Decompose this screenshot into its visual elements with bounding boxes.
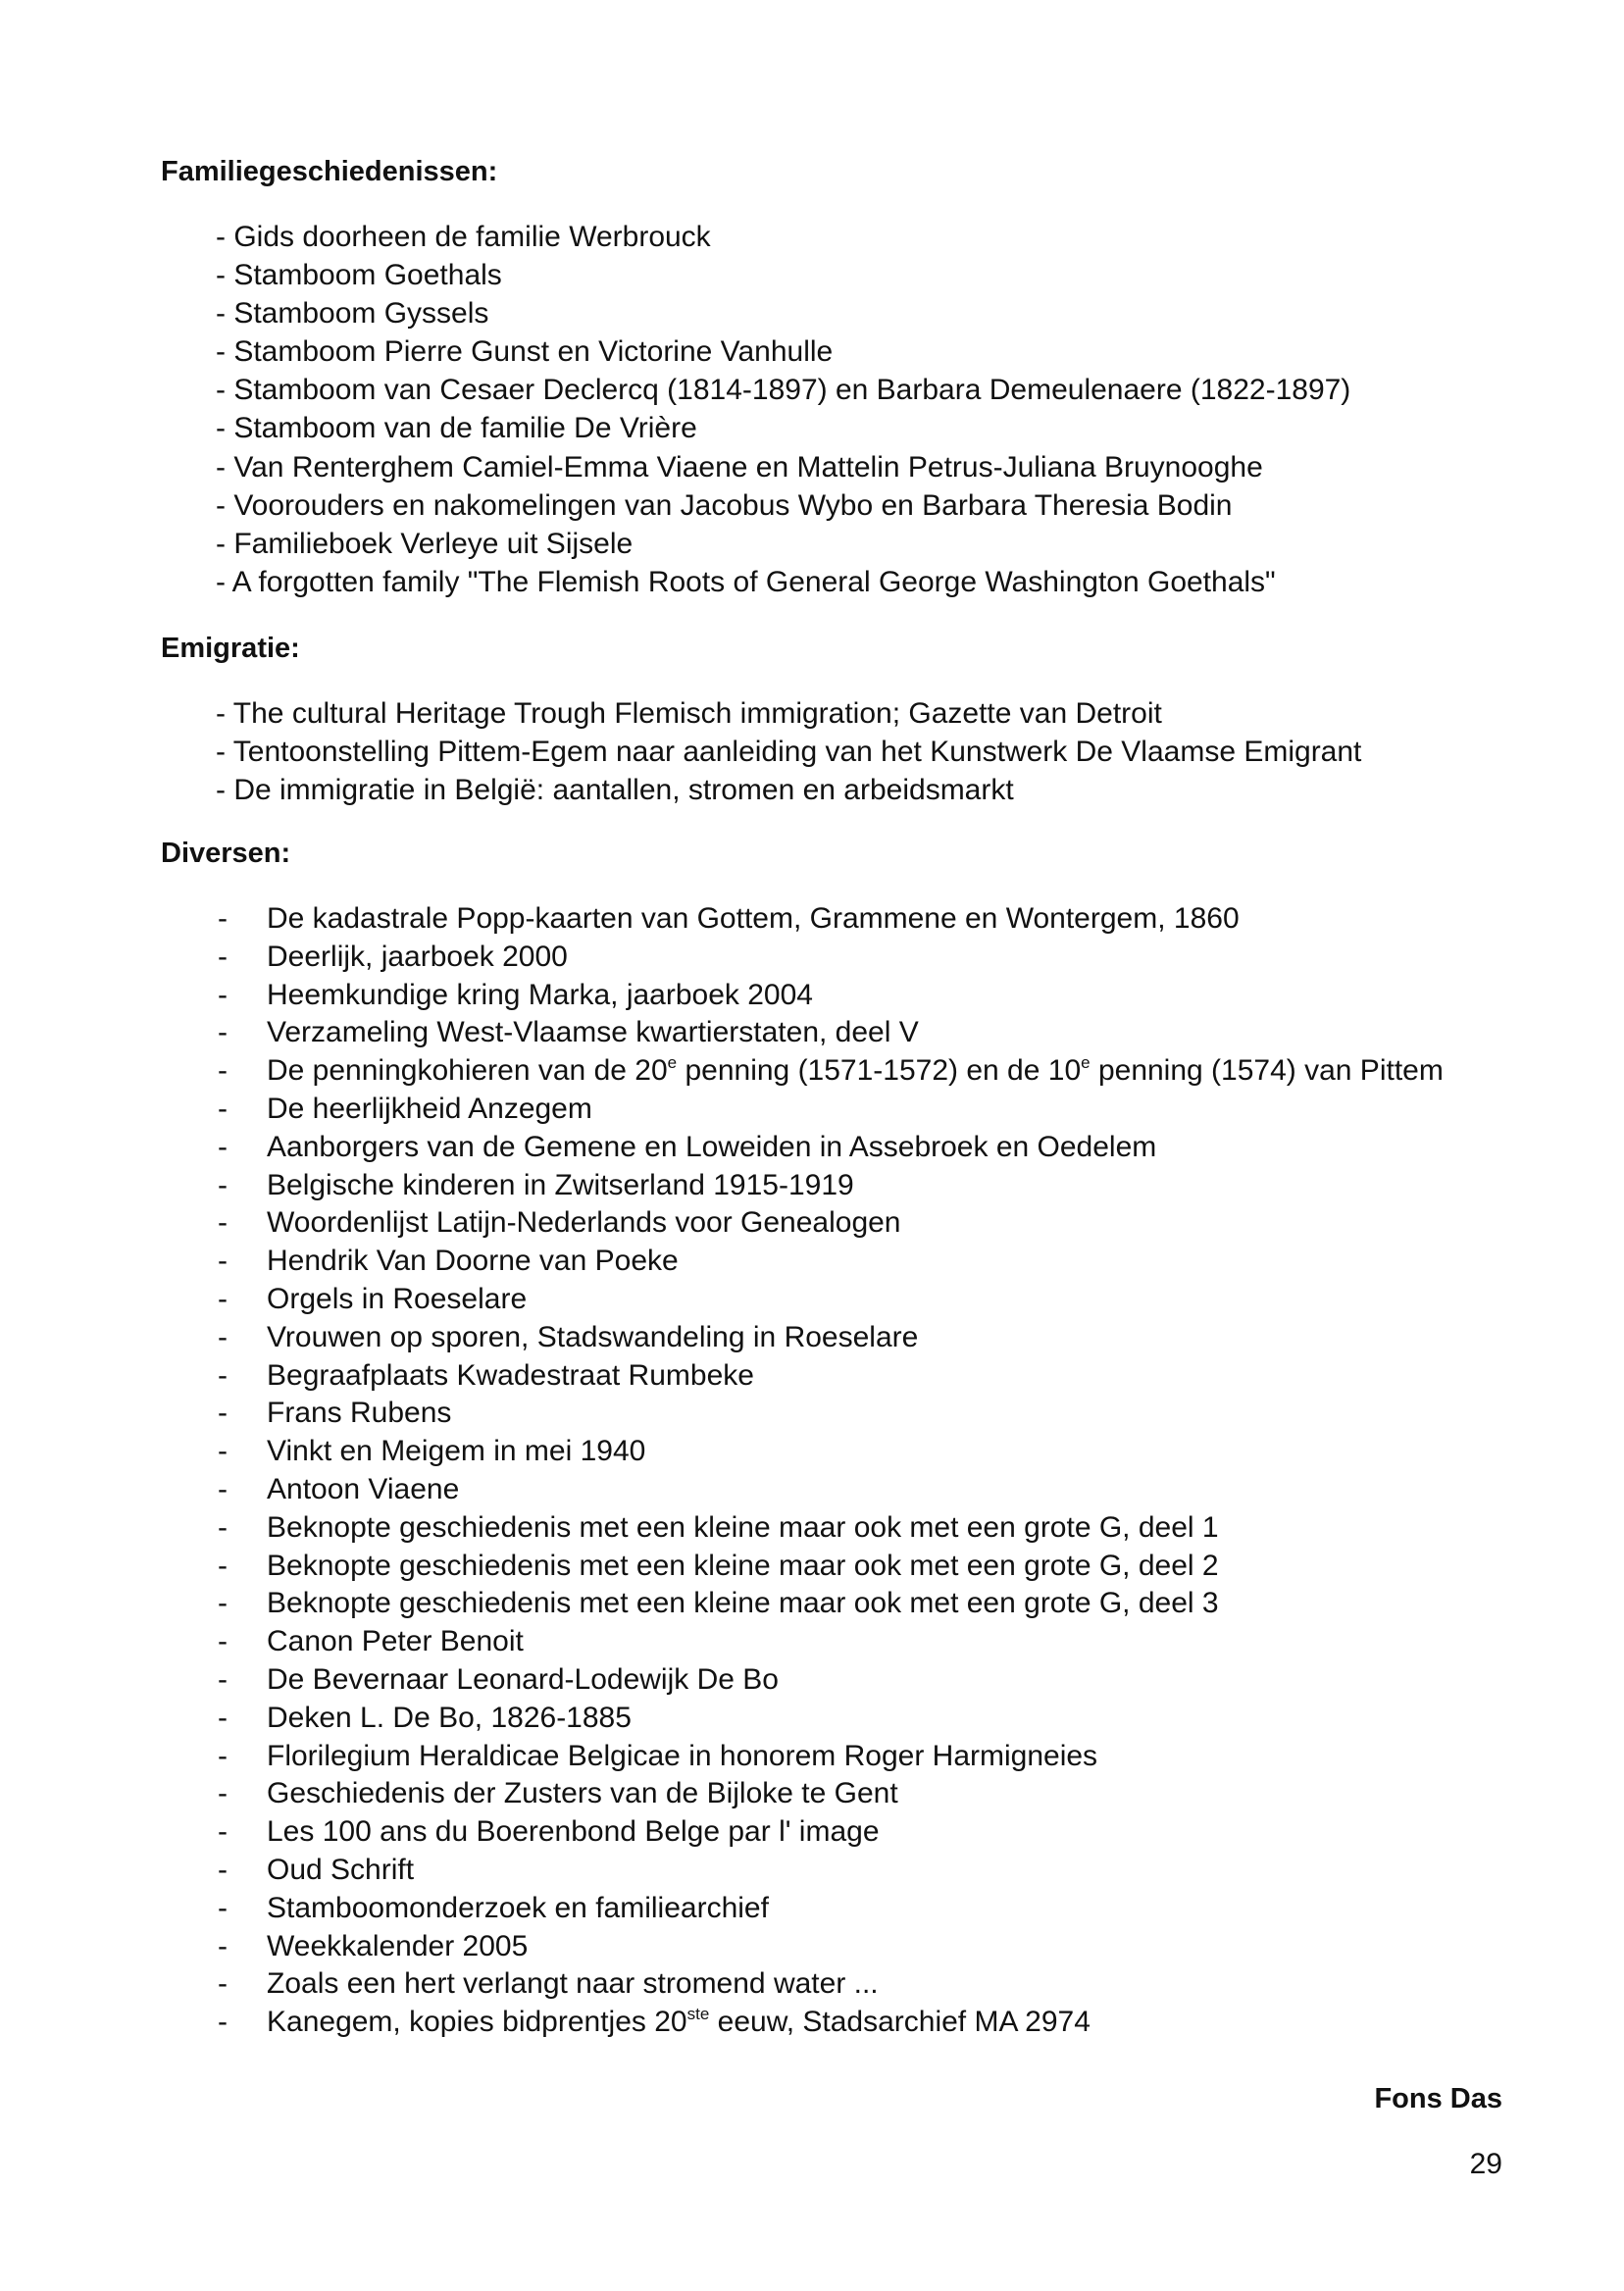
list-dash: - — [218, 1054, 228, 1088]
list-item: - Stamboom Goethals — [216, 259, 502, 292]
list-dash: - — [218, 1320, 228, 1353]
list-item-text: Belgische kinderen in Zwitserland 1915-1919 — [267, 1168, 854, 1201]
list-item-text: Woordenlijst Latijn-Nederlands voor Genealogen — [267, 1206, 901, 1240]
emigratie-list — [216, 694, 1361, 809]
heading-diversen: Diversen: — [161, 838, 291, 869]
list-dash: - — [218, 1016, 228, 1049]
list-dash: - — [218, 1245, 228, 1278]
list-dash: - — [218, 1358, 228, 1392]
list-item-text: De kadastrale Popp-kaarten van Gottem, Grammene en Wontergem, 1860 — [267, 902, 1240, 935]
list-item-text: Canon Peter Benoit — [267, 1625, 524, 1658]
list-item-text: Weekkalender 2005 — [267, 1929, 529, 1962]
list-dash: - — [218, 1777, 228, 1810]
list-dash: - — [218, 1472, 228, 1505]
list-dash: - — [218, 1510, 228, 1544]
list-item — [214, 1052, 1504, 1091]
list-dash: - — [218, 2006, 228, 2039]
list-item: - Stamboom Pierre Gunst en Victorine Vanhulle — [216, 335, 834, 369]
list-item-text: Orgels in Roeselare — [267, 1282, 528, 1315]
list-item-text: Oud Schrift — [267, 1853, 415, 1886]
list-dash: - — [218, 1397, 228, 1430]
list-item-text: Aanborgers van de Gemene en Loweiden in Assebroek en Oedelem — [267, 1130, 1157, 1163]
list-item-text: penning (1571-1572) en de 10 — [677, 1054, 1082, 1088]
list-item — [214, 1623, 1504, 1661]
list-item — [214, 1167, 1504, 1205]
list-item — [214, 2004, 1504, 2042]
list-item: - Stamboom Gyssels — [216, 297, 489, 331]
diversen-list — [214, 900, 1504, 2042]
list-item — [214, 977, 1504, 1015]
list-item: - De immigratie in België: aantallen, stromen en arbeidsmarkt — [216, 774, 1014, 807]
list-item: - Van Renterghem Camiel-Emma Viaene en Mattelin Petrus-Juliana Bruynooghe — [216, 450, 1263, 484]
list-item — [214, 1357, 1504, 1396]
list-item-text: Begraafplaats Kwadestraat Rumbeke — [267, 1358, 754, 1392]
list-item — [214, 1965, 1504, 2004]
list-item — [214, 1433, 1504, 1471]
list-item-text: Beknopte geschiedenis met een kleine maar ook met een grote G, deel 2 — [267, 1549, 1219, 1582]
list-item: - A forgotten family "The Flemish Roots of General George Washington Goethals" — [216, 565, 1276, 598]
list-dash: - — [218, 1929, 228, 1962]
list-item — [214, 1775, 1504, 1813]
list-item — [214, 1813, 1504, 1852]
list-item-text: De penningkohieren van de 20 — [267, 1054, 668, 1088]
list-item-text: Antoon Viaene — [267, 1472, 460, 1505]
list-item — [214, 1243, 1504, 1281]
list-item — [214, 939, 1504, 977]
list-item-text: De heerlijkheid Anzegem — [267, 1092, 592, 1125]
list-item — [214, 1509, 1504, 1548]
list-dash: - — [218, 1891, 228, 1924]
list-item — [214, 1928, 1504, 1966]
list-item — [214, 1091, 1504, 1129]
list-item — [214, 1738, 1504, 1776]
list-item — [214, 1471, 1504, 1509]
list-item: - Familieboek Verleye uit Sijsele — [216, 527, 634, 560]
list-item — [214, 1700, 1504, 1738]
list-item — [214, 1661, 1504, 1700]
heading-emigratie: Emigratie: — [161, 633, 300, 664]
list-dash: - — [218, 1701, 228, 1734]
list-item-text: Vinkt en Meigem in mei 1940 — [267, 1435, 646, 1468]
list-dash: - — [218, 1587, 228, 1620]
list-item: - The cultural Heritage Trough Flemisch immigration; Gazette van Detroit — [216, 697, 1162, 730]
list-dash: - — [218, 1435, 228, 1468]
author-signature: Fons Das — [1374, 2083, 1502, 2114]
list-item — [214, 1319, 1504, 1357]
superscript: e — [667, 1053, 678, 1073]
list-item: - Stamboom van Cesaer Declercq (1814-1897) en Barbara Demeulenaere (1822-1897) — [216, 374, 1351, 407]
list-dash: - — [218, 1092, 228, 1125]
list-item — [214, 1281, 1504, 1319]
list-item-text: Vrouwen op sporen, Stadswandeling in Roeselare — [267, 1320, 919, 1353]
list-item-text: Kanegem, kopies bidprentjes 20 — [267, 2006, 687, 2039]
list-dash: - — [218, 978, 228, 1011]
list-item: - Stamboom van de familie De Vrière — [216, 412, 697, 445]
list-item-text: Verzameling West-Vlaamse kwartierstaten, deel V — [267, 1016, 919, 1049]
list-item-text: Stamboomonderzoek en familiearchief — [267, 1891, 769, 1924]
list-item-text: Beknopte geschiedenis met een kleine maar ook met een grote G, deel 3 — [267, 1587, 1219, 1620]
list-item-text: Hendrik Van Doorne van Poeke — [267, 1245, 679, 1278]
list-item-text: eeuw, Stadsarchief MA 2974 — [709, 2006, 1091, 2039]
list-item: - Gids doorheen de familie Werbrouck — [216, 221, 711, 253]
list-item — [214, 1852, 1504, 1890]
list-dash: - — [218, 1625, 228, 1658]
list-item — [214, 1204, 1504, 1243]
list-item-text: penning (1574) van Pittem — [1090, 1054, 1444, 1088]
list-dash: - — [218, 940, 228, 973]
list-item-text: Les 100 ans du Boerenbond Belge par l' image — [267, 1815, 880, 1849]
list-item-text: Deerlijk, jaarboek 2000 — [267, 940, 568, 973]
familie-list — [216, 218, 1350, 601]
list-dash: - — [218, 1739, 228, 1772]
list-item-text: De Bevernaar Leonard-Lodewijk De Bo — [267, 1662, 779, 1696]
list-item — [214, 1548, 1504, 1586]
list-item-text: Frans Rubens — [267, 1397, 452, 1430]
list-dash: - — [218, 1815, 228, 1849]
list-item: - Voorouders en nakomelingen van Jacobus Wybo en Barbara Theresia Bodin — [216, 488, 1233, 522]
list-item — [214, 1395, 1504, 1433]
list-item: - Tentoonstelling Pittem-Egem naar aanleiding van het Kunstwerk De Vlaamse Emigrant — [216, 736, 1362, 769]
list-item-text: Geschiedenis der Zusters van de Bijloke te Gent — [267, 1777, 898, 1810]
list-item-text: Heemkundige kring Marka, jaarboek 2004 — [267, 978, 813, 1011]
list-item — [214, 1014, 1504, 1052]
list-dash: - — [218, 902, 228, 935]
list-dash: - — [218, 1168, 228, 1201]
list-item — [214, 1129, 1504, 1167]
list-dash: - — [218, 1130, 228, 1163]
list-dash: - — [218, 1967, 228, 2001]
list-item-text: Deken L. De Bo, 1826-1885 — [267, 1701, 632, 1734]
list-dash: - — [218, 1282, 228, 1315]
list-item-text: Florilegium Heraldicae Belgicae in honorem Roger Harmigneies — [267, 1739, 1098, 1772]
list-dash: - — [218, 1206, 228, 1240]
list-item-text: Zoals een hert verlangt naar stromend water ... — [267, 1967, 879, 2001]
list-item-text: Beknopte geschiedenis met een kleine maar ook met een grote G, deel 1 — [267, 1510, 1219, 1544]
list-dash: - — [218, 1549, 228, 1582]
superscript: e — [1081, 1053, 1091, 1073]
list-item — [214, 1585, 1504, 1623]
page-number: 29 — [1469, 2148, 1502, 2180]
list-dash: - — [218, 1853, 228, 1886]
list-item — [214, 900, 1504, 939]
list-dash: - — [218, 1662, 228, 1696]
superscript: ste — [686, 2005, 710, 2024]
list-item — [214, 1890, 1504, 1928]
heading-familiegeschiedenissen: Familiegeschiedenissen: — [161, 156, 498, 187]
